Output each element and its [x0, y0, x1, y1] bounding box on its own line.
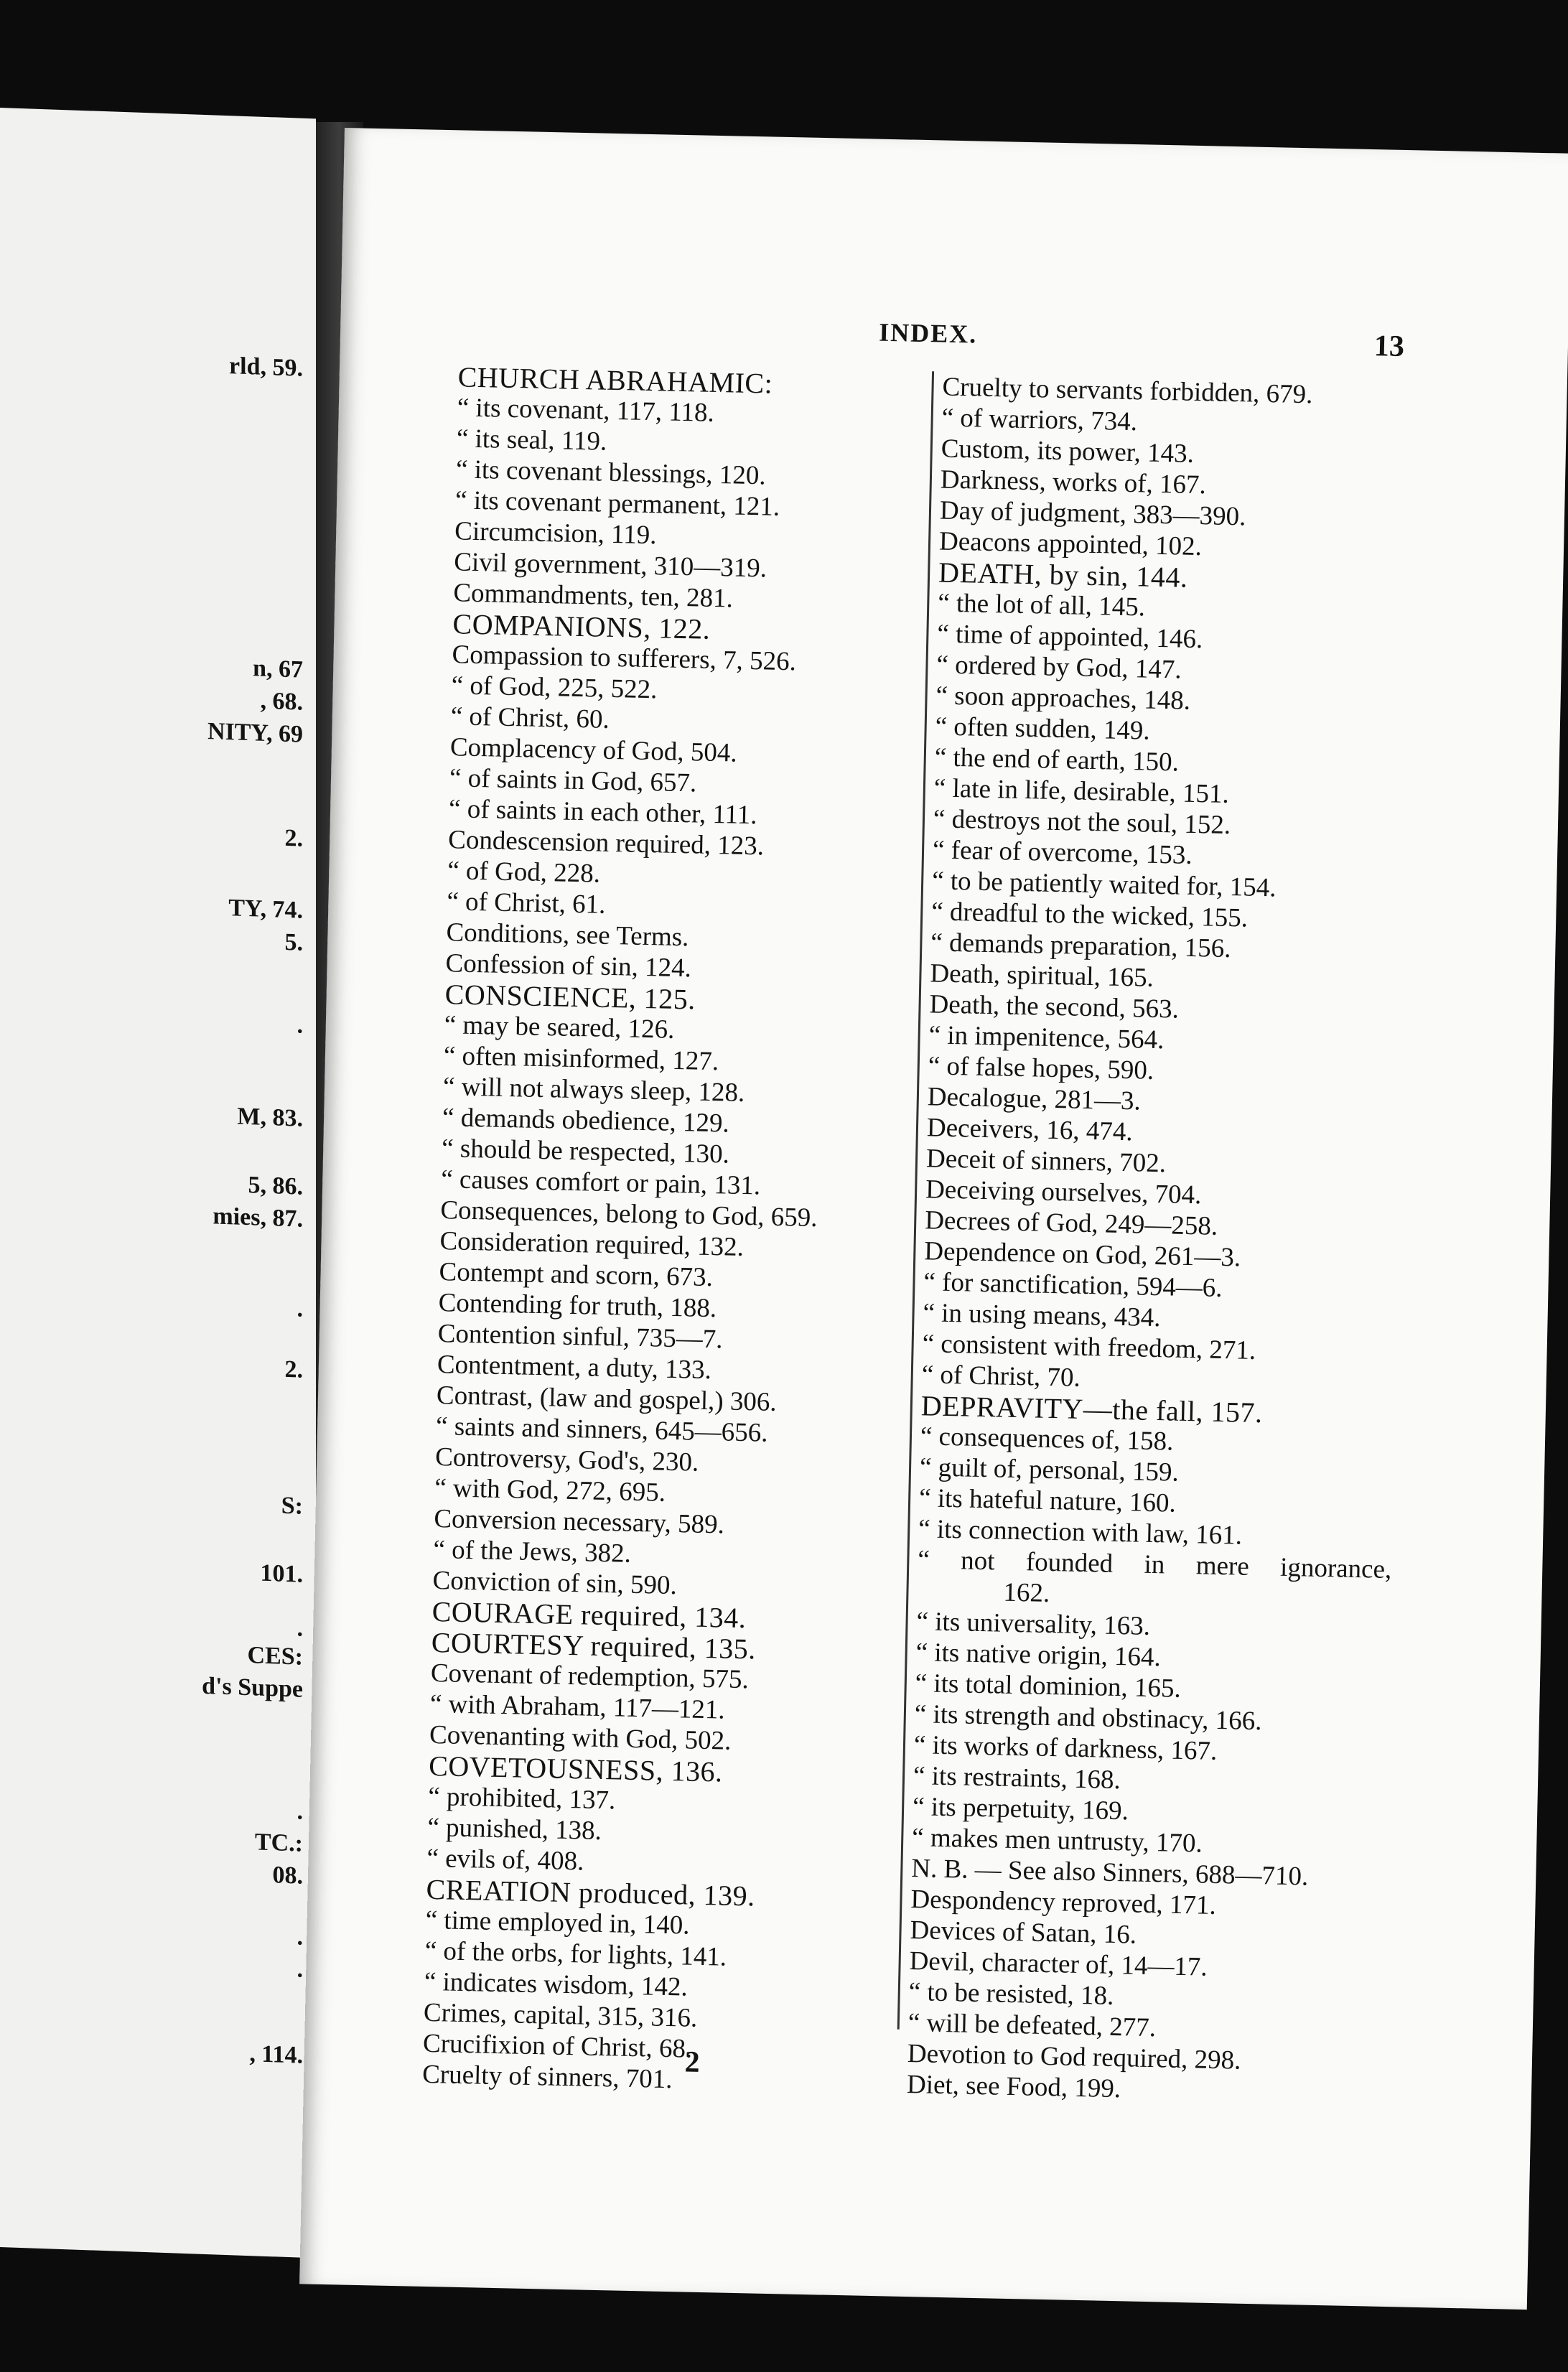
index-entry: Deceivers, 16, 474.	[926, 1113, 1134, 1147]
index-entry: “ ordered by God, 147.	[936, 650, 1182, 685]
index-entry: “ will be defeated, 277.	[907, 2008, 1157, 2043]
left-page-fragment: 5, 86.	[248, 1172, 303, 1200]
index-entry: “ causes comfort or pain, 131.	[440, 1164, 761, 1201]
index-entry: “ punished, 138.	[427, 1812, 602, 1846]
index-entry: “ with Abraham, 117—121.	[429, 1689, 726, 1725]
index-entry: “ its covenant permanent, 121.	[454, 485, 780, 522]
index-entry: Day of judgment, 383—390.	[939, 495, 1246, 532]
index-entry: “ late in life, desirable, 151.	[933, 773, 1230, 809]
index-entry: Cruelty to servants forbidden, 679.	[942, 372, 1313, 410]
left-page-fragment: , 114.	[249, 2040, 303, 2069]
index-entry: Covenanting with God, 502.	[429, 1719, 732, 1756]
index-entry: Commandments, ten, 281.	[453, 578, 734, 614]
left-page-fragment: mies, 87.	[213, 1203, 303, 1233]
index-entry: Consequences, belong to God, 659.	[440, 1195, 818, 1233]
index-entry: “ the end of earth, 150.	[934, 742, 1180, 778]
left-page-fragment: .	[297, 1923, 303, 1951]
index-heading: CHURCH ABRAHAMIC:	[457, 360, 773, 400]
index-entry: “ fear of overcome, 153.	[932, 835, 1193, 870]
index-entry: “ its hateful nature, 160.	[918, 1483, 1177, 1518]
index-entry: Compassion to sufferers, 7, 526.	[452, 640, 797, 677]
index-entry: “ of the Jews, 382.	[433, 1535, 632, 1569]
index-entry: Decalogue, 281—3.	[927, 1082, 1142, 1116]
index-entry: Deceit of sinners, 702.	[925, 1144, 1167, 1179]
index-entry: “ time employed in, 140.	[425, 1905, 690, 1941]
signature-mark: 2	[684, 2045, 701, 2079]
index-entry: “ of saints in each other, 111.	[448, 794, 757, 831]
index-entry: “ not founded in mere ignorance,	[917, 1545, 1392, 1584]
index-entry: “ the lot of all, 145.	[937, 588, 1146, 622]
index-entry: “ of God, 225, 522.	[451, 671, 658, 705]
index-entry: Despondency reproved, 171.	[910, 1885, 1217, 1920]
index-entry: “ its covenant blessings, 120.	[455, 454, 767, 491]
index-entry: Deacons appointed, 102.	[938, 526, 1203, 562]
index-entry: Covenant of redemption, 575.	[430, 1658, 750, 1695]
index-entry: “ with God, 272, 695.	[434, 1473, 666, 1508]
left-page-fragment: .	[297, 1615, 303, 1642]
index-entry: Custom, its power, 143.	[941, 434, 1195, 469]
index-entry: Crucifixion of Christ, 68.	[422, 2028, 693, 2064]
index-entry: “ of Christ, 70.	[921, 1360, 1081, 1393]
index-entry: Civil government, 310—319.	[453, 547, 767, 584]
index-entry: Conversion necessary, 589.	[434, 1504, 725, 1540]
index-entry: Decrees of God, 249—258.	[924, 1205, 1218, 1241]
index-entry: “ its native origin, 164.	[915, 1638, 1162, 1673]
index-entry: Death, spiritual, 165.	[930, 958, 1154, 993]
index-entry: Death, the second, 563.	[929, 989, 1180, 1024]
index-entry: “ in impenitence, 564.	[928, 1020, 1165, 1055]
index-entry: “ demands obedience, 129.	[442, 1103, 730, 1139]
index-entry: Contentment, a duty, 133.	[437, 1350, 712, 1386]
left-page-fragment: S:	[281, 1492, 303, 1520]
left-page-fragment: .	[297, 1295, 303, 1322]
left-page-fragment: 5.	[284, 928, 303, 956]
index-entry: “ soon approaches, 148.	[935, 681, 1191, 716]
left-page-fragment: n, 67	[253, 655, 303, 683]
index-entry: “ often misinformed, 127.	[443, 1041, 719, 1077]
index-entry: “ its universality, 163.	[916, 1607, 1151, 1641]
index-entry: “ its total dominion, 165.	[915, 1668, 1182, 1704]
index-entry: Condescension required, 123.	[447, 825, 765, 862]
index-entry: “ saints and sinners, 645—656.	[435, 1411, 768, 1448]
index-entry: “ makes men untrusty, 170.	[911, 1823, 1203, 1859]
left-page-fragment: CES:	[247, 1642, 303, 1671]
index-entry: Devices of Satan, 16.	[910, 1915, 1137, 1950]
left-page-fragment: NITY, 69	[207, 718, 303, 748]
index-heading: COURAGE required, 134.	[431, 1595, 747, 1635]
left-page-fragment: .	[297, 1798, 303, 1825]
index-column-right	[907, 372, 1417, 2110]
index-column-left	[422, 361, 953, 2100]
index-entry: Contention sinful, 735—7.	[437, 1319, 723, 1355]
left-page-fragment: M, 83.	[237, 1103, 303, 1132]
left-page-fragment: .	[297, 1956, 303, 1983]
left-page-fragment: TY, 74.	[228, 895, 303, 924]
index-entry: “ its works of darkness, 167.	[913, 1730, 1218, 1766]
index-entry: “ in using means, 434.	[923, 1298, 1161, 1333]
index-entry: Crimes, capital, 315, 316.	[423, 1997, 698, 2033]
index-entry-continuation: 162.	[1003, 1577, 1050, 1609]
index-entry: “ evils of, 408.	[426, 1843, 584, 1877]
index-entry: “ consequences of, 158.	[920, 1421, 1174, 1457]
index-entry: “ to be patiently waited for, 154.	[931, 866, 1277, 903]
index-entry: Conviction of sin, 590.	[432, 1566, 678, 1601]
index-entry: “ should be respected, 130.	[441, 1134, 730, 1169]
left-page-fragment: 2.	[284, 1355, 303, 1383]
index-entry: “ guilt of, personal, 159.	[919, 1452, 1180, 1488]
index-entry: “ of saints in God, 657.	[449, 763, 697, 798]
left-page-fragment: TC.:	[254, 1829, 303, 1857]
index-entry: Darkness, works of, 167.	[940, 464, 1207, 500]
index-entry: Confession of sin, 124.	[445, 948, 692, 984]
index-entry: “ of the orbs, for lights, 141.	[424, 1936, 727, 1972]
index-entry: “ its connection with law, 161.	[918, 1514, 1243, 1551]
index-entry: Conditions, see Terms.	[446, 917, 689, 953]
index-entry: Cruelty of sinners, 701.	[421, 2059, 673, 2095]
index-entry: Contempt and scorn, 673.	[439, 1257, 714, 1293]
index-entry: “ of false hopes, 590.	[928, 1051, 1154, 1085]
index-entry: “ its seal, 119.	[456, 424, 607, 457]
left-page-fragment: d's Suppe	[202, 1672, 303, 1703]
index-entry: Devil, character of, 14—17.	[909, 1946, 1208, 1982]
index-entry: Devotion to God required, 298.	[907, 2039, 1241, 2076]
index-heading: CONSCIENCE, 125.	[444, 978, 696, 1016]
index-heading: COURTESY required, 135.	[431, 1625, 757, 1666]
right-page	[299, 128, 1568, 2310]
index-entry: “ will not always sleep, 128.	[442, 1072, 745, 1108]
index-entry: “ its covenant, 117, 118.	[457, 393, 715, 428]
index-entry: “ often sudden, 149.	[935, 711, 1151, 746]
index-entry: “ of Christ, 60.	[450, 701, 610, 734]
left-page-fragment: 101.	[260, 1559, 303, 1588]
index-entry: Complacency of God, 504.	[449, 732, 738, 768]
left-page	[0, 108, 316, 2258]
left-page-fragment: rld, 59.	[229, 352, 303, 382]
index-heading: COMPANIONS, 122.	[452, 607, 711, 645]
index-entry: Consideration required, 132.	[439, 1226, 745, 1262]
index-entry: “ dreadful to the wicked, 155.	[930, 897, 1249, 933]
left-page-fragment: 2.	[284, 824, 303, 852]
index-entry: “ demands preparation, 156.	[930, 928, 1231, 964]
index-entry: “ of warriors, 734.	[941, 403, 1138, 437]
index-entry: N. B. — See also Sinners, 688—710.	[910, 1854, 1309, 1892]
index-heading: COVETOUSNESS, 136.	[428, 1749, 724, 1788]
index-heading: DEPRAVITY—the fall, 157.	[920, 1389, 1263, 1429]
index-entry: Circumcision, 119.	[454, 516, 657, 551]
index-entry: Controversy, God's, 230.	[434, 1442, 699, 1477]
index-entry: “ time of appointed, 146.	[936, 619, 1203, 655]
left-page-fragment: , 68.	[260, 687, 303, 716]
index-entry: “ its restraints, 168.	[913, 1761, 1121, 1796]
index-entry: Deceiving ourselves, 704.	[925, 1175, 1202, 1210]
left-page-fragment: 08.	[272, 1862, 303, 1890]
index-entry: “ for sanctification, 594—6.	[923, 1267, 1223, 1303]
index-entry: “ to be resisted, 18.	[908, 1977, 1114, 2012]
index-entry: “ its strength and obstinacy, 166.	[914, 1699, 1262, 1737]
running-head: INDEX.	[878, 317, 978, 349]
index-entry: “ destroys not the soul, 152.	[933, 804, 1231, 841]
index-entry: Contending for truth, 188.	[438, 1288, 717, 1324]
index-entry: “ its perpetuity, 169.	[912, 1792, 1129, 1826]
index-entry: “ prohibited, 137.	[427, 1781, 616, 1816]
index-entry: “ may be seared, 126.	[444, 1010, 675, 1045]
index-entry: Dependence on God, 261—3.	[923, 1236, 1241, 1273]
index-entry: “ consistent with freedom, 271.	[922, 1329, 1256, 1365]
index-entry: “ of God, 228.	[447, 856, 601, 889]
index-heading: DEATH, by sin, 144.	[938, 556, 1188, 594]
page-number: 13	[1373, 330, 1405, 363]
left-page-fragment: .	[297, 1012, 303, 1039]
index-entry: Contrast, (law and gospel,) 306.	[436, 1381, 778, 1417]
index-entry: Diet, see Food, 199.	[906, 2070, 1121, 2104]
index-heading: CREATION produced, 139.	[426, 1872, 756, 1913]
index-entry: “ of Christ, 61.	[447, 887, 606, 920]
index-entry: “ indicates wisdom, 142.	[424, 1966, 689, 2002]
